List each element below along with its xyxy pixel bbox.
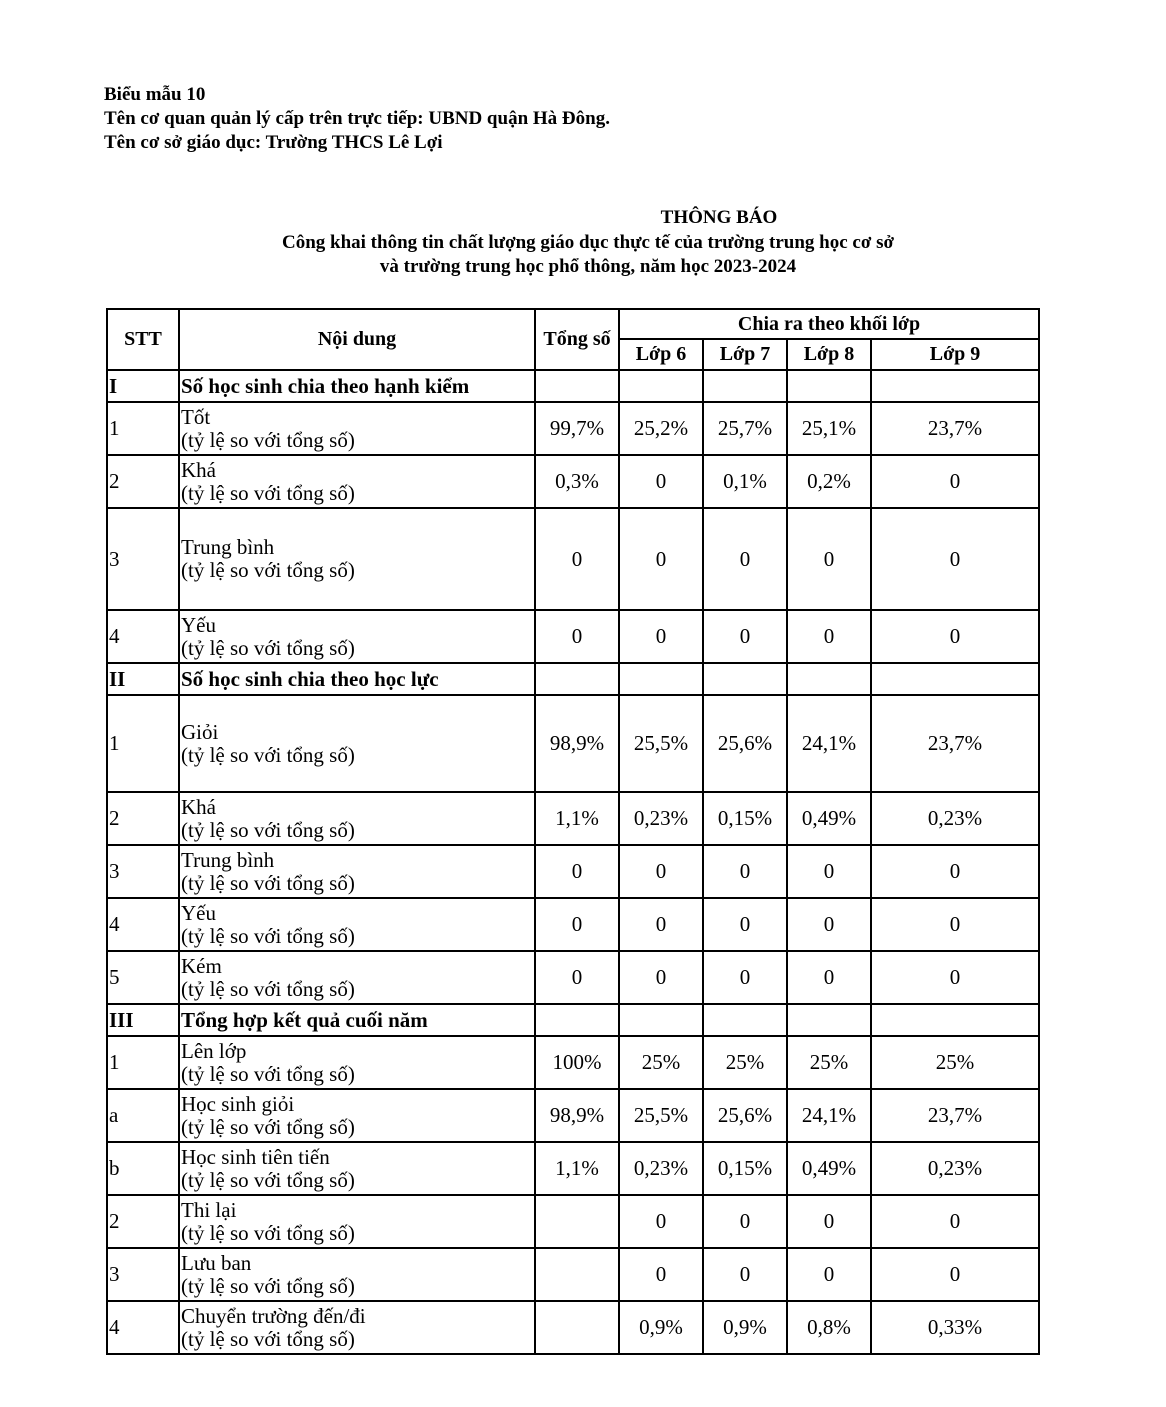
row-stt: 4 xyxy=(107,1301,179,1354)
cell-grade-8: 24,1% xyxy=(787,695,871,792)
row-sublabel: (tỷ lệ so với tổng số) xyxy=(181,1167,355,1192)
cell-grade-8: 24,1% xyxy=(787,1089,871,1142)
row-sublabel: (tỷ lệ so với tổng số) xyxy=(181,870,355,895)
cell-grade-6: 0 xyxy=(619,508,703,610)
cell-grade-8: 0 xyxy=(787,610,871,663)
cell-grade-7: 25,7% xyxy=(703,402,787,455)
cell-grade-6 xyxy=(619,1004,703,1036)
row-sublabel: (tỷ lệ so với tổng số) xyxy=(181,1326,355,1351)
cell-grade-9: 0 xyxy=(871,508,1039,610)
row-content xyxy=(179,845,535,898)
row-stt: b xyxy=(107,1142,179,1195)
table-row xyxy=(107,695,1039,792)
cell-grade-9: 0,23% xyxy=(871,1142,1039,1195)
cell-grade-7: 0,1% xyxy=(703,455,787,508)
cell-grade-9: 0 xyxy=(871,845,1039,898)
notice-line-1: Công khai thông tin chất lượng giáo dục thực tế của trường trung học cơ sở xyxy=(281,232,895,253)
row-stt: a xyxy=(107,1089,179,1142)
cell-grade-9: 0 xyxy=(871,1195,1039,1248)
row-stt: 4 xyxy=(107,610,179,663)
table-row xyxy=(107,1142,1039,1195)
cell-grade-9 xyxy=(871,370,1039,402)
row-content xyxy=(179,1248,535,1301)
row-label: Tốt xyxy=(181,404,211,429)
cell-grade-9: 23,7% xyxy=(871,402,1039,455)
table-row xyxy=(107,951,1039,1004)
row-stt: 1 xyxy=(107,695,179,792)
header-grade-9: Lớp 9 xyxy=(871,339,1039,370)
table-row xyxy=(107,1301,1039,1354)
cell-grade-8: 0 xyxy=(787,898,871,951)
row-content xyxy=(179,951,535,1004)
notice-line-2: và trường trung học phổ thông, năm học 2023-2024 xyxy=(379,256,797,277)
row-stt: III xyxy=(107,1004,179,1036)
row-content xyxy=(179,792,535,845)
cell-grade-6: 0 xyxy=(619,898,703,951)
cell-total xyxy=(535,1301,619,1354)
row-content xyxy=(179,1089,535,1142)
cell-grade-9: 23,7% xyxy=(871,1089,1039,1142)
header-grade-6: Lớp 6 xyxy=(619,339,703,370)
cell-grade-8: 0,2% xyxy=(787,455,871,508)
section-row xyxy=(107,1004,1039,1036)
cell-total: 100% xyxy=(535,1036,619,1089)
header-content: Nội dung xyxy=(179,309,535,370)
row-sublabel: (tỷ lệ so với tổng số) xyxy=(181,923,355,948)
cell-grade-9: 0,33% xyxy=(871,1301,1039,1354)
row-stt: 3 xyxy=(107,508,179,610)
row-content xyxy=(179,1036,535,1089)
cell-grade-9: 25% xyxy=(871,1036,1039,1089)
cell-total xyxy=(535,370,619,402)
row-sublabel: (tỷ lệ so với tổng số) xyxy=(181,976,355,1001)
row-sublabel: (tỷ lệ so với tổng số) xyxy=(181,817,355,842)
cell-grade-7: 25,6% xyxy=(703,1089,787,1142)
cell-grade-9: 0 xyxy=(871,1248,1039,1301)
row-content xyxy=(179,898,535,951)
cell-grade-8 xyxy=(787,1004,871,1036)
cell-total: 98,9% xyxy=(535,695,619,792)
row-label: Trung bình xyxy=(181,847,275,872)
cell-total: 0 xyxy=(535,898,619,951)
row-content xyxy=(179,1301,535,1354)
cell-grade-8: 0,8% xyxy=(787,1301,871,1354)
row-label: Lên lớp xyxy=(181,1038,247,1063)
row-stt: 4 xyxy=(107,898,179,951)
cell-grade-8: 0 xyxy=(787,1195,871,1248)
cell-grade-8: 25% xyxy=(787,1036,871,1089)
cell-total: 0 xyxy=(535,845,619,898)
header-grade-8: Lớp 8 xyxy=(787,339,871,370)
row-sublabel: (tỷ lệ so với tổng số) xyxy=(181,1273,355,1298)
cell-grade-8: 0 xyxy=(787,508,871,610)
row-label: Yếu xyxy=(181,612,216,637)
cell-grade-9: 0 xyxy=(871,610,1039,663)
cell-grade-6: 0 xyxy=(619,455,703,508)
cell-grade-7 xyxy=(703,370,787,402)
cell-grade-9: 23,7% xyxy=(871,695,1039,792)
header-grade-group: Chia ra theo khối lớp xyxy=(619,309,1039,339)
cell-grade-9: 0 xyxy=(871,898,1039,951)
row-label: Khá xyxy=(181,457,216,482)
row-content xyxy=(179,610,535,663)
cell-total xyxy=(535,1248,619,1301)
row-sublabel: (tỷ lệ so với tổng số) xyxy=(181,480,355,505)
cell-grade-6 xyxy=(619,663,703,695)
row-label: Khá xyxy=(181,794,216,819)
cell-grade-7: 0 xyxy=(703,1195,787,1248)
row-label: Tổng hợp kết quả cuối năm xyxy=(181,1007,428,1032)
cell-grade-6: 0,9% xyxy=(619,1301,703,1354)
row-sublabel: (tỷ lệ so với tổng số) xyxy=(181,742,355,767)
table-row xyxy=(107,1248,1039,1301)
row-label: Kém xyxy=(181,953,222,978)
table-row xyxy=(107,845,1039,898)
school-line: Tên cơ sở giáo dục: Trường THCS Lê Lợi xyxy=(104,132,443,153)
row-label: Học sinh giỏi xyxy=(181,1091,295,1116)
table-row xyxy=(107,1195,1039,1248)
row-stt: II xyxy=(107,663,179,695)
cell-total: 99,7% xyxy=(535,402,619,455)
cell-grade-7: 0 xyxy=(703,845,787,898)
quality-table xyxy=(106,308,1040,1355)
row-stt: 2 xyxy=(107,1195,179,1248)
cell-total: 98,9% xyxy=(535,1089,619,1142)
cell-grade-6 xyxy=(619,370,703,402)
cell-grade-7 xyxy=(703,663,787,695)
row-stt: 2 xyxy=(107,455,179,508)
cell-grade-8 xyxy=(787,370,871,402)
table-row xyxy=(107,1036,1039,1089)
cell-grade-8: 0,49% xyxy=(787,1142,871,1195)
row-content xyxy=(179,1004,535,1036)
row-label: Số học sinh chia theo học lực xyxy=(181,666,439,691)
cell-grade-6: 0,23% xyxy=(619,792,703,845)
row-label: Trung bình xyxy=(181,535,275,559)
table-row xyxy=(107,1089,1039,1142)
header-grade-7: Lớp 7 xyxy=(703,339,787,370)
row-content xyxy=(179,370,535,402)
row-stt: 3 xyxy=(107,1248,179,1301)
cell-grade-7: 0,9% xyxy=(703,1301,787,1354)
cell-grade-6: 0 xyxy=(619,1248,703,1301)
row-sublabel: (tỷ lệ so với tổng số) xyxy=(181,1220,355,1245)
row-sublabel: (tỷ lệ so với tổng số) xyxy=(181,558,355,582)
cell-total xyxy=(535,1195,619,1248)
row-stt: 3 xyxy=(107,845,179,898)
row-stt: 1 xyxy=(107,402,179,455)
cell-grade-6: 0 xyxy=(619,951,703,1004)
cell-grade-8: 0,49% xyxy=(787,792,871,845)
cell-grade-6: 25,2% xyxy=(619,402,703,455)
cell-grade-7 xyxy=(703,1004,787,1036)
cell-total: 0 xyxy=(535,951,619,1004)
row-label: Thi lại xyxy=(181,1197,237,1222)
row-sublabel: (tỷ lệ so với tổng số) xyxy=(181,635,355,660)
cell-grade-8: 25,1% xyxy=(787,402,871,455)
row-content xyxy=(179,663,535,695)
row-content xyxy=(179,455,535,508)
cell-grade-7: 25,6% xyxy=(703,695,787,792)
row-sublabel: (tỷ lệ so với tổng số) xyxy=(181,1114,355,1139)
header-total: Tổng số xyxy=(535,309,619,370)
row-content xyxy=(179,508,535,610)
cell-grade-8: 0 xyxy=(787,1248,871,1301)
section-row xyxy=(107,370,1039,402)
table-row xyxy=(107,898,1039,951)
cell-grade-9: 0 xyxy=(871,951,1039,1004)
cell-grade-8: 0 xyxy=(787,951,871,1004)
cell-grade-7: 0 xyxy=(703,508,787,610)
table-row xyxy=(107,402,1039,455)
cell-grade-6: 0,23% xyxy=(619,1142,703,1195)
row-stt: 1 xyxy=(107,1036,179,1089)
cell-grade-9 xyxy=(871,663,1039,695)
cell-grade-7: 0 xyxy=(703,610,787,663)
cell-grade-7: 0 xyxy=(703,951,787,1004)
cell-grade-6: 25,5% xyxy=(619,695,703,792)
cell-grade-6: 25,5% xyxy=(619,1089,703,1142)
row-stt: 2 xyxy=(107,792,179,845)
row-label: Chuyển trường đến/đi xyxy=(181,1303,366,1328)
table-row xyxy=(107,455,1039,508)
cell-total: 1,1% xyxy=(535,1142,619,1195)
row-label: Học sinh tiên tiến xyxy=(181,1144,330,1169)
cell-grade-6: 0 xyxy=(619,1195,703,1248)
row-stt: 5 xyxy=(107,951,179,1004)
row-label: Giỏi xyxy=(181,719,219,744)
row-stt: I xyxy=(107,370,179,402)
cell-grade-7: 0 xyxy=(703,898,787,951)
cell-total: 1,1% xyxy=(535,792,619,845)
cell-grade-7: 25% xyxy=(703,1036,787,1089)
table-row xyxy=(107,508,1039,610)
table-row xyxy=(107,792,1039,845)
table-row xyxy=(107,610,1039,663)
cell-grade-9 xyxy=(871,1004,1039,1036)
section-row xyxy=(107,663,1039,695)
cell-grade-8: 0 xyxy=(787,845,871,898)
cell-grade-9: 0,23% xyxy=(871,792,1039,845)
cell-total: 0 xyxy=(535,508,619,610)
agency-line: Tên cơ quan quản lý cấp trên trực tiếp: UBND quận Hà Đông. xyxy=(104,108,610,129)
row-content xyxy=(179,1195,535,1248)
cell-grade-7: 0,15% xyxy=(703,792,787,845)
cell-total: 0 xyxy=(535,610,619,663)
cell-total xyxy=(535,1004,619,1036)
cell-grade-6: 0 xyxy=(619,845,703,898)
row-content xyxy=(179,695,535,792)
cell-grade-8 xyxy=(787,663,871,695)
row-label: Lưu ban xyxy=(181,1250,252,1275)
form-number: Biểu mẫu 10 xyxy=(104,84,206,105)
cell-grade-6: 25% xyxy=(619,1036,703,1089)
table-body xyxy=(107,370,1039,1354)
cell-grade-7: 0 xyxy=(703,1248,787,1301)
header-stt: STT xyxy=(107,309,179,370)
notice-title: THÔNG BÁO xyxy=(660,207,778,228)
row-sublabel: (tỷ lệ so với tổng số) xyxy=(181,427,355,452)
row-content xyxy=(179,402,535,455)
cell-total: 0,3% xyxy=(535,455,619,508)
row-label: Số học sinh chia theo hạnh kiểm xyxy=(181,373,470,398)
row-content xyxy=(179,1142,535,1195)
row-label: Yếu xyxy=(181,900,216,925)
cell-grade-9: 0 xyxy=(871,455,1039,508)
cell-total xyxy=(535,663,619,695)
row-sublabel: (tỷ lệ so với tổng số) xyxy=(181,1061,355,1086)
cell-grade-6: 0 xyxy=(619,610,703,663)
cell-grade-7: 0,15% xyxy=(703,1142,787,1195)
